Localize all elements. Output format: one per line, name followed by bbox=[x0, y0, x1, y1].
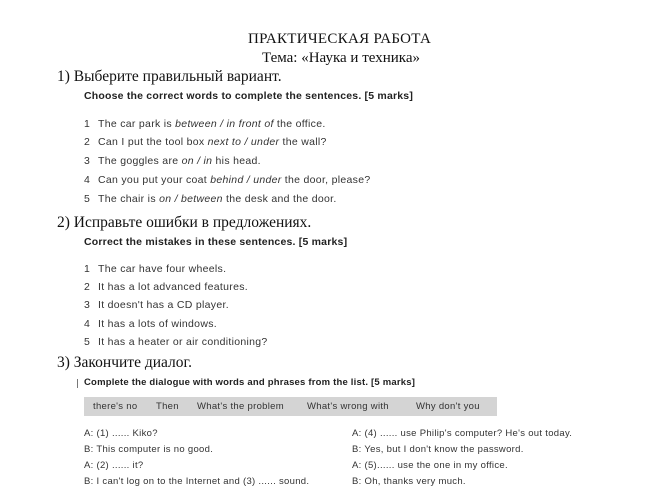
item-text-end: the wall? bbox=[279, 136, 327, 148]
item-text-end: the office. bbox=[273, 118, 326, 130]
task1-item bbox=[84, 155, 261, 167]
item-number: 2 bbox=[84, 136, 91, 148]
task1-item bbox=[84, 174, 370, 186]
task2-item bbox=[84, 336, 268, 348]
item-options: behind / under bbox=[210, 174, 282, 186]
word-list-box bbox=[84, 397, 497, 416]
task2-item bbox=[84, 318, 217, 330]
word-list-item: What's wrong with bbox=[307, 401, 389, 412]
item-number: 5 bbox=[84, 336, 91, 348]
task2-item bbox=[84, 263, 226, 275]
dialogue-line: A: (2) ...... it? bbox=[84, 460, 144, 471]
dialogue-line: B: Yes, but I don't know the password. bbox=[352, 444, 524, 455]
item-text-end: the desk and the door. bbox=[222, 193, 337, 205]
item-text-start: The car park is bbox=[98, 118, 176, 130]
item-text-end: the door, please? bbox=[281, 174, 371, 186]
item-number: 1 bbox=[84, 118, 91, 130]
item-options: on / in bbox=[181, 155, 213, 167]
item-options: next to / under bbox=[207, 136, 280, 148]
task1-item bbox=[84, 136, 327, 148]
item-number: 1 bbox=[84, 263, 91, 275]
word-list-item: Then bbox=[156, 401, 179, 412]
item-number: 4 bbox=[84, 174, 91, 186]
task1-item bbox=[84, 193, 337, 205]
margin-mark bbox=[77, 379, 78, 388]
dialogue-line: A: (4) ...... use Philip's computer? He's out today. bbox=[352, 428, 573, 439]
item-text: It has a heater or air conditioning? bbox=[98, 336, 268, 348]
item-options: on / between bbox=[159, 193, 223, 205]
item-text-start: Can you put your coat bbox=[98, 174, 211, 186]
task1-heading: 1) Выберите правильный вариант. bbox=[57, 68, 282, 85]
dialogue-line: B: I can't log on to the Internet and (3) ...... sound. bbox=[84, 476, 310, 487]
item-text: It doesn't has a CD player. bbox=[98, 299, 229, 311]
word-list-item: Why don't you bbox=[416, 401, 480, 412]
task1-instruction: Choose the correct words to complete the sentences. [5 marks] bbox=[84, 90, 414, 102]
item-options: between / in front of bbox=[175, 118, 274, 130]
task3-instruction: Complete the dialogue with words and phrases from the list. [5 marks] bbox=[84, 377, 416, 388]
task2-instruction: Correct the mistakes in these sentences. [5 marks] bbox=[84, 236, 348, 248]
dialogue-line: A: (1) ...... Kiko? bbox=[84, 428, 158, 439]
word-list-item: What's the problem bbox=[197, 401, 284, 412]
item-text: It has a lot advanced features. bbox=[98, 281, 248, 293]
item-number: 2 bbox=[84, 281, 91, 293]
dialogue-line: B: Oh, thanks very much. bbox=[352, 476, 466, 487]
item-number: 3 bbox=[84, 299, 91, 311]
item-text: It has a lots of windows. bbox=[98, 318, 217, 330]
task2-item bbox=[84, 299, 229, 311]
task2-item bbox=[84, 281, 248, 293]
word-list-item: there's no bbox=[93, 401, 138, 412]
task3-heading: 3) Закончите диалог. bbox=[57, 354, 193, 371]
page-topic: Тема: «Наука и техника» bbox=[262, 50, 420, 66]
dialogue-line: A: (5)...... use the one in my office. bbox=[352, 460, 508, 471]
task1-item bbox=[84, 118, 326, 130]
item-text: The car have four wheels. bbox=[98, 263, 227, 275]
page-title: ПРАКТИЧЕСКАЯ РАБОТА bbox=[248, 31, 432, 47]
dialogue-line: B: This computer is no good. bbox=[84, 444, 214, 455]
item-number: 5 bbox=[84, 193, 91, 205]
item-text-start: Can I put the tool box bbox=[98, 136, 208, 148]
item-number: 3 bbox=[84, 155, 91, 167]
item-text-start: The goggles are bbox=[98, 155, 182, 167]
item-number: 4 bbox=[84, 318, 91, 330]
item-text-end: his head. bbox=[212, 155, 261, 167]
task2-heading: 2) Исправьте ошибки в предложениях. bbox=[57, 214, 312, 231]
item-text-start: The chair is bbox=[98, 193, 160, 205]
